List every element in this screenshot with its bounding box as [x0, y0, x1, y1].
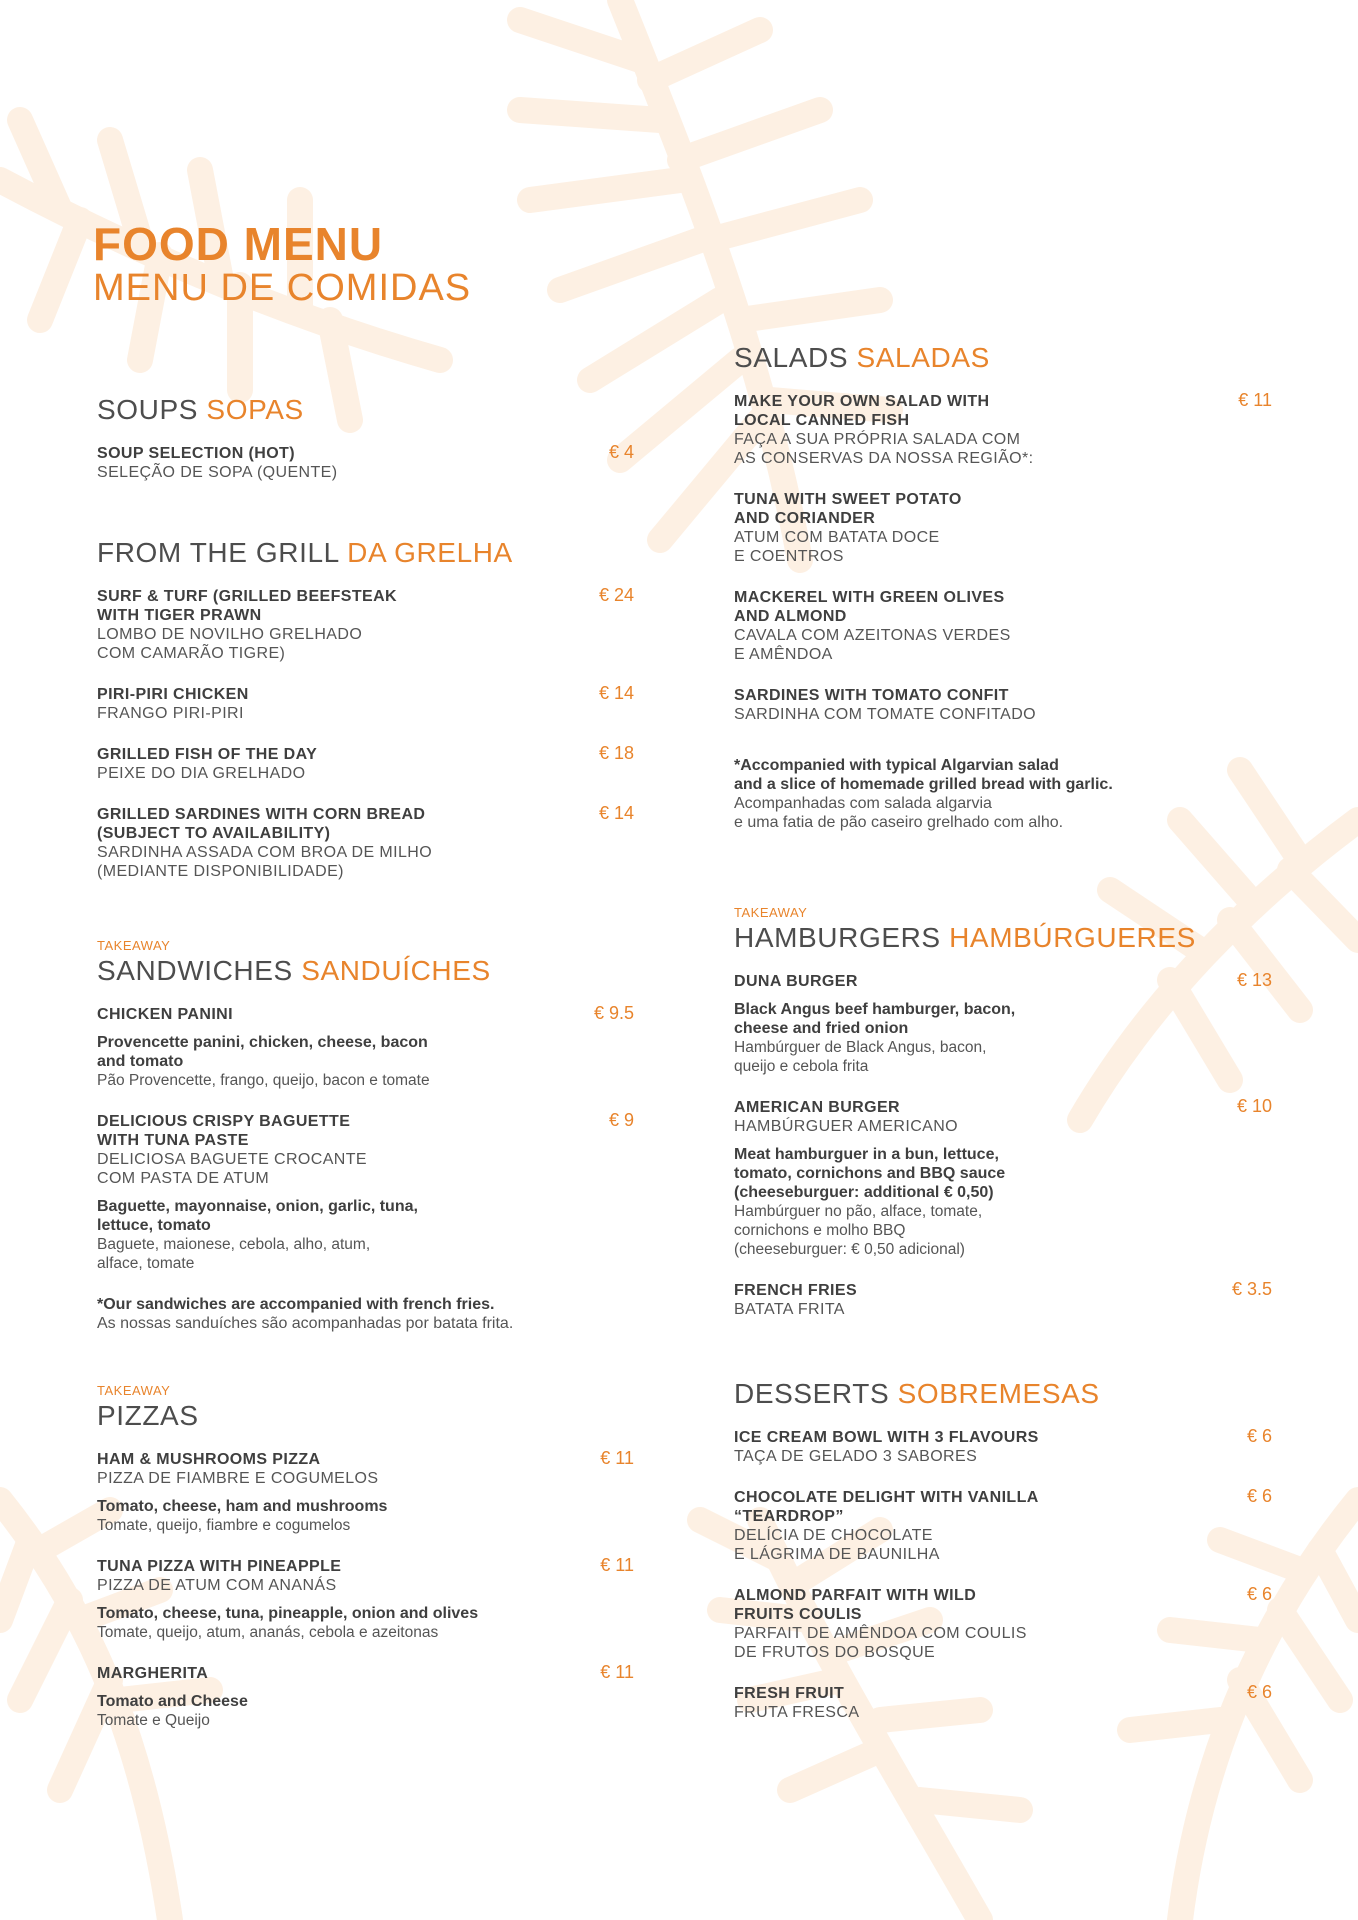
- section-hamburgers: [734, 905, 1272, 1341]
- item-name-en: MARGHERITA: [97, 1665, 209, 1682]
- item-description-en: Tomato, cheese, ham and mushrooms: [97, 1498, 388, 1515]
- item-price: € 13: [1236, 970, 1272, 990]
- item-price: € 6: [1246, 1486, 1272, 1506]
- item-price: € 9.5: [593, 1003, 634, 1023]
- item-name-en: MAKE YOUR OWN SALAD WITH LOCAL CANNED FISH: [734, 393, 990, 429]
- item-name-pt: FRUTA FRESCA: [734, 1704, 860, 1721]
- item-price: € 14: [598, 803, 634, 823]
- section-heading: SANDWICHES SANDUÍCHES: [97, 955, 491, 986]
- item-name-en: CHOCOLATE DELIGHT WITH VANILLA “TEARDROP”: [734, 1489, 1039, 1525]
- item-price: € 9: [608, 1110, 634, 1130]
- item-price: € 11: [600, 1555, 634, 1575]
- item-name-en: HAM & MUSHROOMS PIZZA: [97, 1451, 321, 1468]
- section-sandwiches: [97, 938, 634, 1333]
- item-price: € 10: [1236, 1096, 1272, 1116]
- section-heading: SALADS SALADAS: [734, 342, 990, 373]
- item-name-en: DUNA BURGER: [734, 973, 858, 990]
- takeaway-tag: TAKEAWAY: [734, 905, 808, 920]
- note-en: *Accompanied with typical Algarvian salad and a slice of homemade grilled bread with garlic.: [734, 757, 1113, 793]
- menu-title-main: FOOD MENU: [93, 218, 384, 270]
- section-heading: PIZZAS: [97, 1400, 199, 1431]
- menu-item: [734, 1586, 1272, 1662]
- menu-item: [734, 588, 1272, 664]
- item-price: € 24: [598, 585, 634, 605]
- item-description-pt: Tomate e Queijo: [97, 1712, 210, 1729]
- item-name-pt: FAÇA A SUA PRÓPRIA SALADA COM AS CONSERVAS DA NOSSA REGIÃO*:: [734, 431, 1034, 467]
- menu-item: [734, 1281, 1272, 1319]
- item-description-en: Baguette, mayonnaise, onion, garlic, tuna, lettuce, tomato: [97, 1198, 418, 1234]
- menu-item: [734, 686, 1272, 724]
- sandwiches-note: [97, 1295, 634, 1333]
- item-description-en: Provencette panini, chicken, cheese, bacon and tomato: [97, 1034, 428, 1070]
- item-name-en: TUNA WITH SWEET POTATO AND CORIANDER: [734, 491, 962, 527]
- item-price: € 11: [1238, 390, 1272, 410]
- item-description-pt: Hambúrguer no pão, alface, tomate, cornichons e molho BBQ (cheeseburguer: € 0,50 adicional): [734, 1203, 983, 1258]
- item-name-en: PIRI-PIRI CHICKEN: [97, 686, 249, 703]
- menu-item: [734, 972, 1272, 1076]
- item-description-en: Tomato, cheese, tuna, pineapple, onion and olives: [97, 1605, 479, 1622]
- item-description-pt: Tomate, queijo, atum, ananás, cebola e azeitonas: [97, 1624, 439, 1641]
- item-price: € 6: [1246, 1682, 1272, 1702]
- menu-item: [97, 1112, 634, 1273]
- note-en: *Our sandwiches are accompanied with french fries.: [97, 1296, 495, 1313]
- item-name-en: SURF & TURF (GRILLED BEEFSTEAK WITH TIGER PRAWN: [97, 588, 397, 624]
- menu-title-sub: MENU DE COMIDAS: [93, 267, 472, 309]
- item-name-pt: SARDINHA COM TOMATE CONFITADO: [734, 706, 1036, 723]
- item-price: € 18: [598, 743, 634, 763]
- item-price: € 6: [1246, 1584, 1272, 1604]
- right-column: [734, 0, 1272, 1920]
- menu-item: [97, 1450, 634, 1535]
- item-description-pt: Tomate, queijo, fiambre e cogumelos: [97, 1517, 351, 1534]
- note-pt: Acompanhadas com salada algarvia e uma fatia de pão caseiro grelhado com alho.: [734, 795, 1064, 831]
- takeaway-tag: TAKEAWAY: [97, 938, 171, 953]
- item-name-pt: LOMBO DE NOVILHO GRELHADO COM CAMARÃO TIGRE): [97, 626, 363, 662]
- item-name-en: FRESH FRUIT: [734, 1685, 845, 1702]
- menu-item: [97, 1664, 634, 1730]
- section-desserts: [734, 1378, 1272, 1744]
- section-salads: [734, 342, 1272, 832]
- menu-item: [734, 1684, 1272, 1722]
- item-description-en: Black Angus beef hamburger, bacon, cheese and fried onion: [734, 1001, 1016, 1037]
- item-name-pt: PARFAIT DE AMÊNDOA COM COULIS DE FRUTOS DO BOSQUE: [734, 1625, 1027, 1661]
- item-name-en: ALMOND PARFAIT WITH WILD FRUITS COULIS: [734, 1587, 977, 1623]
- section-grill: [97, 537, 634, 903]
- section-soups: [97, 394, 634, 504]
- section-heading: SOUPS SOPAS: [97, 394, 304, 425]
- item-name-pt: BATATA FRITA: [734, 1301, 845, 1318]
- menu-item: [97, 745, 634, 783]
- item-name-en: GRILLED FISH OF THE DAY: [97, 746, 318, 763]
- menu-item: [97, 1557, 634, 1642]
- left-column: [97, 0, 634, 1920]
- menu-item: [97, 587, 634, 663]
- takeaway-tag: TAKEAWAY: [97, 1383, 171, 1398]
- item-name-en: GRILLED SARDINES WITH CORN BREAD (SUBJECT TO AVAILABILITY): [97, 806, 426, 842]
- menu-item: [734, 1098, 1272, 1259]
- item-price: € 3.5: [1231, 1279, 1272, 1299]
- menu-item: [97, 444, 634, 482]
- item-name-pt: DELICIOSA BAGUETE CROCANTE COM PASTA DE ATUM: [97, 1151, 368, 1187]
- item-name-pt: HAMBÚRGUER AMERICANO: [734, 1118, 959, 1135]
- item-description-en: Meat hamburguer in a bun, lettuce, tomato, cornichons and BBQ sauce (cheeseburguer: additional € 0,50): [734, 1146, 1006, 1201]
- item-name-en: SOUP SELECTION (HOT): [97, 445, 295, 462]
- item-description-pt: Baguete, maionese, cebola, alho, atum, alface, tomate: [97, 1236, 371, 1272]
- item-name-en: CHICKEN PANINI: [97, 1006, 233, 1023]
- menu-item: [734, 392, 1272, 468]
- item-price: € 14: [598, 683, 634, 703]
- item-name-en: SARDINES WITH TOMATO CONFIT: [734, 687, 1009, 704]
- item-price: € 11: [600, 1448, 634, 1468]
- item-name-pt: SELEÇÃO DE SOPA (QUENTE): [97, 464, 338, 481]
- section-heading: DESSERTS SOBREMESAS: [734, 1378, 1100, 1409]
- menu-item: [734, 1428, 1272, 1466]
- item-name-en: TUNA PIZZA WITH PINEAPPLE: [97, 1558, 342, 1575]
- item-price: € 4: [608, 442, 634, 462]
- item-description-en: Tomato and Cheese: [97, 1693, 248, 1710]
- item-name-pt: PIZZA DE FIAMBRE E COGUMELOS: [97, 1470, 379, 1487]
- item-name-pt: SARDINHA ASSADA COM BROA DE MILHO (MEDIANTE DISPONIBILIDADE): [97, 844, 433, 880]
- item-name-pt: ATUM COM BATATA DOCE E COENTROS: [734, 529, 940, 565]
- item-name-en: MACKEREL WITH GREEN OLIVES AND ALMOND: [734, 589, 1005, 625]
- item-name-pt: PEIXE DO DIA GRELHADO: [97, 765, 306, 782]
- section-heading: FROM THE GRILL DA GRELHA: [97, 537, 513, 568]
- menu-item: [97, 1005, 634, 1090]
- menu-item: [97, 805, 634, 881]
- section-pizzas: [97, 1383, 634, 1752]
- menu-item: [734, 490, 1272, 566]
- item-price: € 11: [600, 1662, 634, 1682]
- item-name-pt: CAVALA COM AZEITONAS VERDES E AMÊNDOA: [734, 627, 1011, 663]
- item-name-pt: FRANGO PIRI-PIRI: [97, 705, 244, 722]
- item-description-pt: Hambúrguer de Black Angus, bacon, queijo e cebola frita: [734, 1039, 987, 1075]
- menu-item: [734, 1488, 1272, 1564]
- item-price: € 6: [1246, 1426, 1272, 1446]
- item-name-en: FRENCH FRIES: [734, 1282, 858, 1299]
- item-description-pt: Pão Provencette, frango, queijo, bacon e tomate: [97, 1072, 430, 1089]
- section-heading: HAMBURGERS HAMBÚRGUERES: [734, 922, 1196, 953]
- item-name-pt: PIZZA DE ATUM COM ANANÁS: [97, 1577, 337, 1594]
- item-name-en: AMERICAN BURGER: [734, 1099, 900, 1116]
- item-name-pt: TAÇA DE GELADO 3 SABORES: [734, 1448, 978, 1465]
- salads-note: [734, 756, 1272, 832]
- menu-item: [97, 685, 634, 723]
- item-name-en: DELICIOUS CRISPY BAGUETTE WITH TUNA PASTE: [97, 1113, 351, 1149]
- note-pt: As nossas sanduíches são acompanhadas por batata frita.: [97, 1315, 514, 1332]
- item-name-pt: DELÍCIA DE CHOCOLATE E LÁGRIMA DE BAUNILHA: [734, 1527, 940, 1563]
- item-name-en: ICE CREAM BOWL WITH 3 FLAVOURS: [734, 1429, 1039, 1446]
